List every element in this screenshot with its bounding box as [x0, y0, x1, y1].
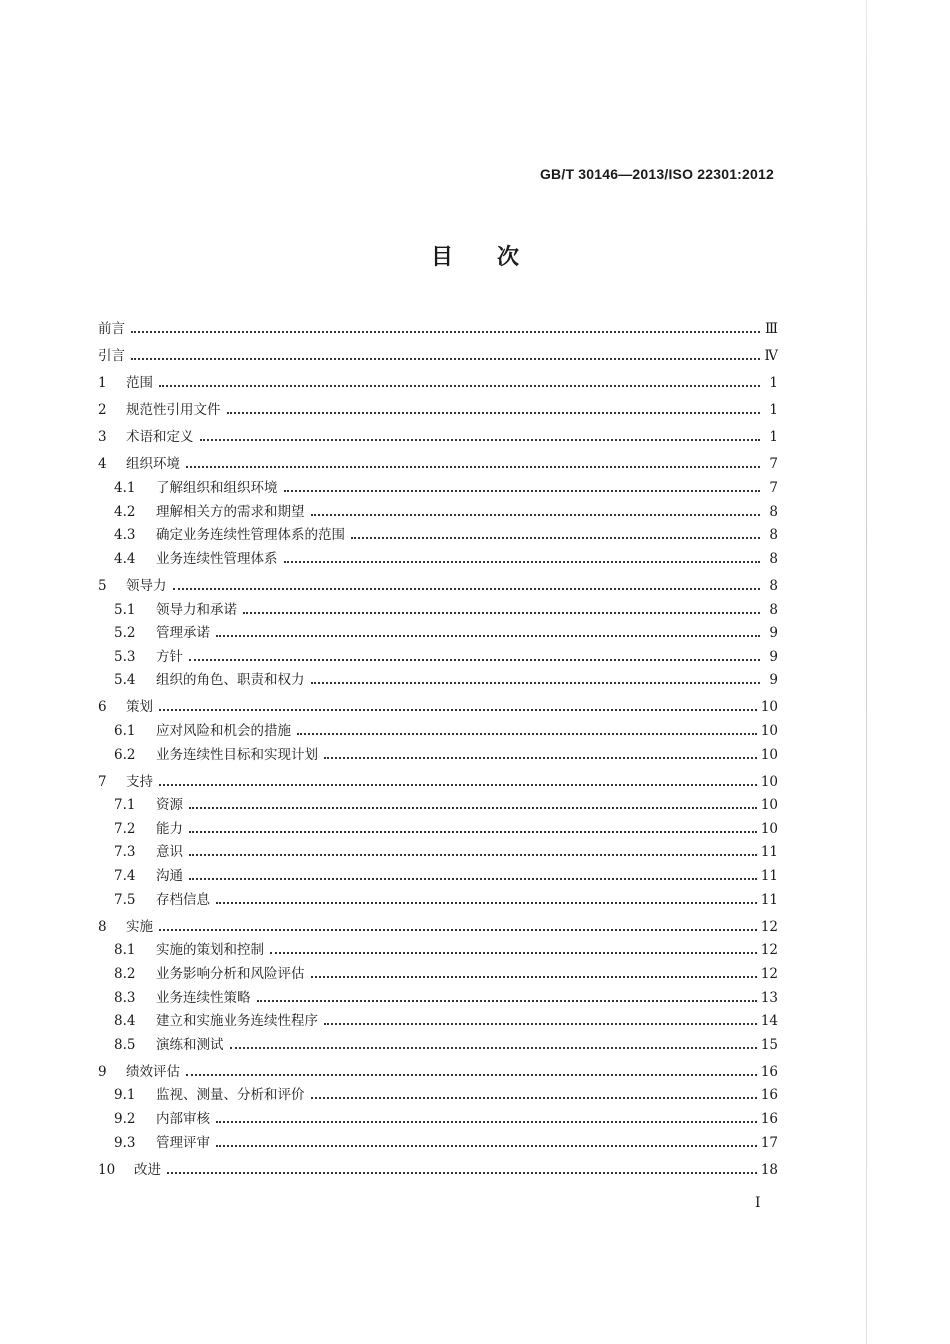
toc-entry-label: 业务连续性目标和实现计划: [156, 746, 318, 763]
toc-section-entry[interactable]: [98, 1033, 778, 1057]
toc-entry-number: 7: [98, 773, 107, 790]
toc-entry-label: 了解组织和组织环境: [156, 480, 278, 497]
toc-chapter-entry[interactable]: [98, 425, 778, 449]
toc-entry-label: 术语和定义: [126, 429, 194, 446]
toc-entry-label: 领导力: [126, 577, 167, 594]
toc-section-entry[interactable]: [98, 523, 778, 547]
toc-chapter-entry[interactable]: [98, 317, 778, 341]
toc-entry-number: 4.1: [114, 480, 136, 497]
toc-dot-leader: [216, 902, 757, 904]
toc-entry-page: 8: [769, 550, 778, 567]
toc-entry-label: 存档信息: [156, 891, 210, 908]
toc-section-entry[interactable]: [98, 621, 778, 645]
toc-dot-leader: [243, 612, 760, 614]
toc-dot-leader: [257, 1000, 757, 1002]
toc-entry-page: 9: [769, 648, 778, 665]
toc-entry-label: 管理评审: [156, 1134, 210, 1151]
toc-entry-number: 4.2: [114, 503, 136, 520]
toc-entry-page: 11: [760, 891, 778, 908]
toc-entry-number: 8.3: [114, 989, 136, 1006]
toc-entry-label: 实施的策划和控制: [156, 942, 264, 959]
table-of-contents: [98, 317, 778, 1181]
toc-dot-leader: [311, 514, 761, 516]
toc-dot-leader: [189, 878, 757, 880]
toc-dot-leader: [284, 561, 761, 563]
toc-dot-leader: [159, 385, 760, 387]
toc-entry-page: Ⅲ: [764, 321, 778, 337]
toc-entry-number: 8: [98, 918, 107, 935]
toc-entry-label: 意识: [156, 844, 183, 861]
toc-entry-label: 业务影响分析和风险评估: [156, 965, 305, 982]
toc-entry-page: 12: [760, 965, 778, 982]
toc-chapter-entry[interactable]: [98, 574, 778, 598]
title-char-1: 目: [430, 245, 453, 270]
toc-section-entry[interactable]: [98, 864, 778, 888]
toc-section-entry[interactable]: [98, 743, 778, 767]
toc-entry-number: 9.1: [114, 1087, 136, 1104]
toc-entry-number: 6.1: [114, 723, 136, 739]
toc-section-entry[interactable]: [98, 476, 778, 500]
toc-entry-page: 13: [760, 989, 778, 1006]
toc-entry-number: 9.3: [114, 1134, 136, 1151]
toc-chapter-entry[interactable]: [98, 371, 778, 395]
toc-dot-leader: [216, 635, 760, 637]
toc-chapter-entry[interactable]: [98, 398, 778, 422]
toc-entry-number: 8.2: [114, 965, 136, 982]
toc-entry-page: 14: [760, 1013, 778, 1030]
toc-entry-label: 策划: [126, 699, 153, 716]
toc-dot-leader: [311, 682, 761, 684]
toc-dot-leader: [311, 1097, 757, 1099]
toc-dot-leader: [297, 733, 757, 735]
toc-section-entry[interactable]: [98, 668, 778, 692]
toc-entry-label: 资源: [156, 797, 183, 814]
toc-dot-leader: [270, 952, 757, 954]
toc-dot-leader: [351, 537, 760, 539]
toc-entry-number: 7.1: [114, 797, 136, 814]
toc-dot-leader: [189, 831, 757, 833]
toc-entry-label: 引言: [98, 348, 125, 365]
toc-section-entry[interactable]: [98, 1107, 778, 1131]
toc-entry-number: 3: [98, 429, 107, 446]
toc-dot-leader: [311, 976, 757, 978]
toc-entry-label: 范围: [126, 375, 153, 392]
toc-dot-leader: [230, 1047, 757, 1049]
toc-entry-number: 8.5: [114, 1036, 136, 1053]
toc-section-entry[interactable]: [98, 938, 778, 962]
toc-entry-label: 组织的角色、职责和权力: [156, 672, 305, 689]
toc-section-entry[interactable]: [98, 817, 778, 841]
toc-section-entry[interactable]: [98, 1009, 778, 1033]
toc-chapter-entry[interactable]: [98, 915, 778, 939]
toc-entry-label: 建立和实施业务连续性程序: [156, 1013, 318, 1030]
toc-section-entry[interactable]: [98, 986, 778, 1010]
toc-entry-page: 11: [760, 868, 778, 885]
toc-entry-label: 前言: [98, 321, 125, 337]
toc-entry-label: 应对风险和机会的措施: [156, 723, 291, 739]
toc-dot-leader: [173, 588, 761, 590]
toc-section-entry[interactable]: [98, 1131, 778, 1155]
toc-entry-number: 5: [98, 577, 107, 594]
toc-chapter-entry[interactable]: [98, 452, 778, 476]
toc-entry-page: 9: [769, 625, 778, 642]
toc-entry-page: 10: [760, 820, 778, 837]
toc-entry-number: 4: [98, 456, 107, 473]
toc-entry-number: 8.4: [114, 1013, 136, 1030]
toc-entry-number: 5.4: [114, 672, 136, 689]
toc-section-entry[interactable]: [98, 840, 778, 864]
toc-entry-label: 能力: [156, 820, 183, 837]
toc-dot-leader: [284, 490, 761, 492]
toc-dot-leader: [131, 331, 760, 333]
toc-entry-number: 6: [98, 699, 107, 716]
toc-entry-number: 4.4: [114, 550, 136, 567]
toc-entry-number: 7.5: [114, 891, 136, 908]
toc-entry-page: 11: [760, 844, 778, 861]
toc-entry-page: 16: [760, 1111, 778, 1127]
toc-entry-number: 4.3: [114, 527, 136, 544]
toc-dot-leader: [167, 1172, 757, 1174]
toc-entry-label: 组织环境: [126, 456, 180, 473]
toc-entry-number: 5.3: [114, 648, 136, 665]
toc-dot-leader: [186, 1074, 757, 1076]
toc-entry-page: 8: [769, 577, 778, 594]
toc-entry-page: Ⅳ: [764, 348, 778, 365]
toc-dot-leader: [189, 854, 757, 856]
toc-entry-label: 实施: [126, 918, 153, 935]
toc-entry-page: 16: [760, 1063, 778, 1080]
toc-dot-leader: [159, 784, 757, 786]
toc-entry-label: 监视、测量、分析和评价: [156, 1087, 305, 1104]
toc-entry-label: 改进: [134, 1161, 161, 1178]
toc-entry-number: 6.2: [114, 746, 136, 763]
toc-entry-label: 理解相关方的需求和期望: [156, 503, 305, 520]
toc-entry-page: 15: [760, 1036, 778, 1053]
toc-entry-label: 领导力和承诺: [156, 601, 237, 618]
toc-dot-leader: [189, 659, 760, 661]
toc-dot-leader: [324, 1023, 757, 1025]
page-title: [0, 240, 950, 271]
toc-dot-leader: [200, 439, 761, 441]
toc-dot-leader: [227, 412, 761, 414]
toc-dot-leader: [216, 1145, 757, 1147]
toc-chapter-entry[interactable]: [98, 344, 778, 368]
toc-entry-label: 业务连续性策略: [156, 989, 251, 1006]
toc-entry-label: 管理承诺: [156, 625, 210, 642]
scan-edge-line: [866, 0, 867, 1344]
toc-entry-label: 支持: [126, 773, 153, 790]
toc-entry-number: 7.4: [114, 868, 136, 885]
toc-entry-page: 7: [769, 480, 778, 497]
title-char-2: 次: [497, 245, 520, 270]
toc-dot-leader: [159, 709, 757, 711]
toc-entry-page: 16: [760, 1087, 778, 1104]
toc-entry-number: 5.2: [114, 625, 136, 642]
toc-section-entry[interactable]: [98, 719, 778, 743]
toc-entry-page: 8: [769, 503, 778, 520]
toc-entry-number: 1: [98, 375, 107, 392]
toc-entry-page: 7: [769, 456, 778, 473]
toc-entry-page: 9: [769, 672, 778, 689]
toc-entry-number: 9.2: [114, 1111, 136, 1127]
toc-entry-page: 10: [760, 746, 778, 763]
toc-entry-page: 10: [760, 797, 778, 814]
toc-section-entry[interactable]: [98, 547, 778, 571]
toc-entry-number: 8.1: [114, 942, 136, 959]
toc-section-entry[interactable]: [98, 1083, 778, 1107]
toc-section-entry[interactable]: [98, 645, 778, 669]
toc-section-entry[interactable]: [98, 793, 778, 817]
toc-chapter-entry[interactable]: [98, 770, 778, 794]
toc-dot-leader: [324, 757, 757, 759]
toc-entry-label: 沟通: [156, 868, 183, 885]
toc-entry-label: 业务连续性管理体系: [156, 550, 278, 567]
toc-chapter-entry[interactable]: [98, 695, 778, 719]
toc-entry-label: 规范性引用文件: [126, 402, 221, 419]
toc-entry-page: 12: [760, 942, 778, 959]
toc-section-entry[interactable]: [98, 888, 778, 912]
toc-entry-label: 方针: [156, 648, 183, 665]
toc-entry-label: 演练和测试: [156, 1036, 224, 1053]
toc-entry-page: 10: [760, 773, 778, 790]
toc-section-entry[interactable]: [98, 598, 778, 622]
toc-entry-label: 确定业务连续性管理体系的范围: [156, 527, 345, 544]
toc-entry-page: 1: [769, 402, 778, 419]
toc-entry-page: 10: [760, 699, 778, 716]
toc-entry-page: 1: [769, 375, 778, 392]
toc-entry-label: 绩效评估: [126, 1063, 180, 1080]
toc-dot-leader: [159, 929, 757, 931]
toc-entry-number: 7.3: [114, 844, 136, 861]
toc-entry-page: 8: [769, 527, 778, 544]
toc-entry-number: 9: [98, 1063, 107, 1080]
toc-chapter-entry[interactable]: [98, 1158, 778, 1182]
toc-entry-number: 10: [98, 1161, 116, 1178]
toc-entry-page: 1: [769, 429, 778, 446]
toc-entry-page: 10: [760, 723, 778, 739]
toc-entry-page: 18: [760, 1161, 778, 1178]
toc-section-entry[interactable]: [98, 962, 778, 986]
standard-code: GB/T 30146—2013/ISO 22301:2012: [539, 166, 774, 182]
toc-entry-page: 8: [769, 601, 778, 618]
toc-section-entry[interactable]: [98, 500, 778, 524]
toc-entry-page: 17: [760, 1134, 778, 1151]
toc-dot-leader: [131, 358, 760, 360]
toc-entry-number: 5.1: [114, 601, 136, 618]
toc-dot-leader: [216, 1121, 757, 1123]
toc-entry-number: 7.2: [114, 820, 136, 837]
toc-entry-label: 内部审核: [156, 1111, 210, 1127]
toc-entry-number: 2: [98, 402, 107, 419]
toc-dot-leader: [189, 807, 757, 809]
toc-dot-leader: [186, 466, 760, 468]
page-number: I: [755, 1195, 761, 1211]
toc-entry-page: 12: [760, 918, 778, 935]
toc-chapter-entry[interactable]: [98, 1060, 778, 1084]
